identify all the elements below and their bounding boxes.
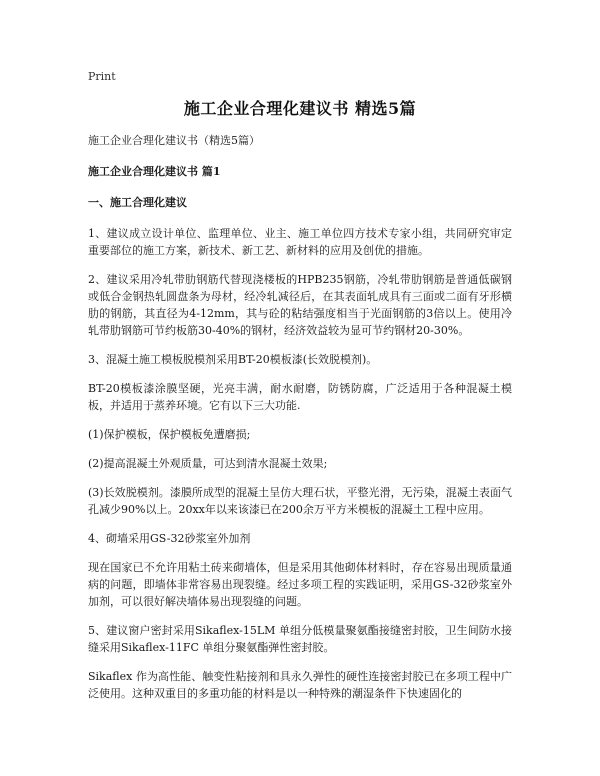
paragraph-6: (2)提高混凝土外观质量，可达到清水混凝土效果;	[88, 457, 328, 470]
paragraph-4: BT-20模板漆涂膜坚硬，光亮丰满，耐水耐磨，防锈防腐，广泛适用于各种混凝土模板，并适用于蒸养环境。它有以下三大功能.	[88, 382, 512, 412]
paragraph-11: Sikaflex 作为高性能、触变性粘接剂和具永久弹性的硬性连接密封胶已在多项工程中广泛使用。这种双重目的多重功能的材料是以一种特殊的潮湿条件下快速固化的	[88, 670, 512, 700]
paragraph-7: (3)长效脱模剂。漆膜所成型的混凝土呈仿大理石状，平整光滑，无污染，混凝土表面气孔减少90%以上。20xx年以来该漆已在200余万平方米模板的混凝土工程中应用。	[88, 486, 512, 516]
subsection-heading: 一、施工合理化建议	[88, 196, 187, 209]
paragraph-10: 5、建议窗户密封采用Sikaflex-15LM 单组分低模量聚氨酯接缝密封胶，卫生间防水接缝采用Sikaflex-11FC 单组分聚氨酯弹性密封胶。	[88, 624, 512, 654]
paragraph-2: 2、建议采用冷轧带肋钢筋代替现浇楼板的HPB235钢筋，冷轧带肋钢筋是普通低碳钢或低合金钢热轧圆盘条为母材，经冷轧减径后，在其表面轧成具有三面或二面有牙形横肋的钢筋，其直径为4-12mm，其与砼的粘结强度相当于光面钢筋的3倍以上。使用冷轧带肋钢筋可节约板筋30-40%的钢材，经济效益较为显可节约钢材20-30%。	[88, 273, 512, 337]
paragraph-5: (1)保护模板，保护模板免遭磨损;	[88, 428, 251, 441]
paragraph-3: 3、混凝土施工模板脱模剂采用BT-20模板漆(长效脱模剂)。	[88, 353, 378, 366]
paragraph-1: 1、建议成立设计单位、监理单位、业主、施工单位四方技术专家小组，共同研究审定重要部位的施工方案，新技术、新工艺、新材料的应用及创优的措施。	[88, 227, 512, 257]
document-subtitle: 施工企业合理化建议书（精选5篇）	[88, 134, 260, 147]
document-title: 施工企业合理化建议书 精选5篇	[183, 99, 417, 118]
document-body	[88, 132, 512, 702]
section-heading: 施工企业合理化建议书 篇1	[88, 165, 221, 178]
paragraph-9: 现在国家已不允许用粘土砖来砌墙体，但是采用其他砌体材料时，存在容易出现质量通病的问题，即墙体非常容易出现裂缝。经过多项工程的实践证明，采用GS-32砂浆室外加剂，可以很好解决墙体易出现裂缝的问题。	[88, 561, 512, 608]
print-label: Print	[88, 70, 116, 83]
paragraph-8: 4、砌墙采用GS-32砂浆室外加剂	[88, 532, 251, 545]
